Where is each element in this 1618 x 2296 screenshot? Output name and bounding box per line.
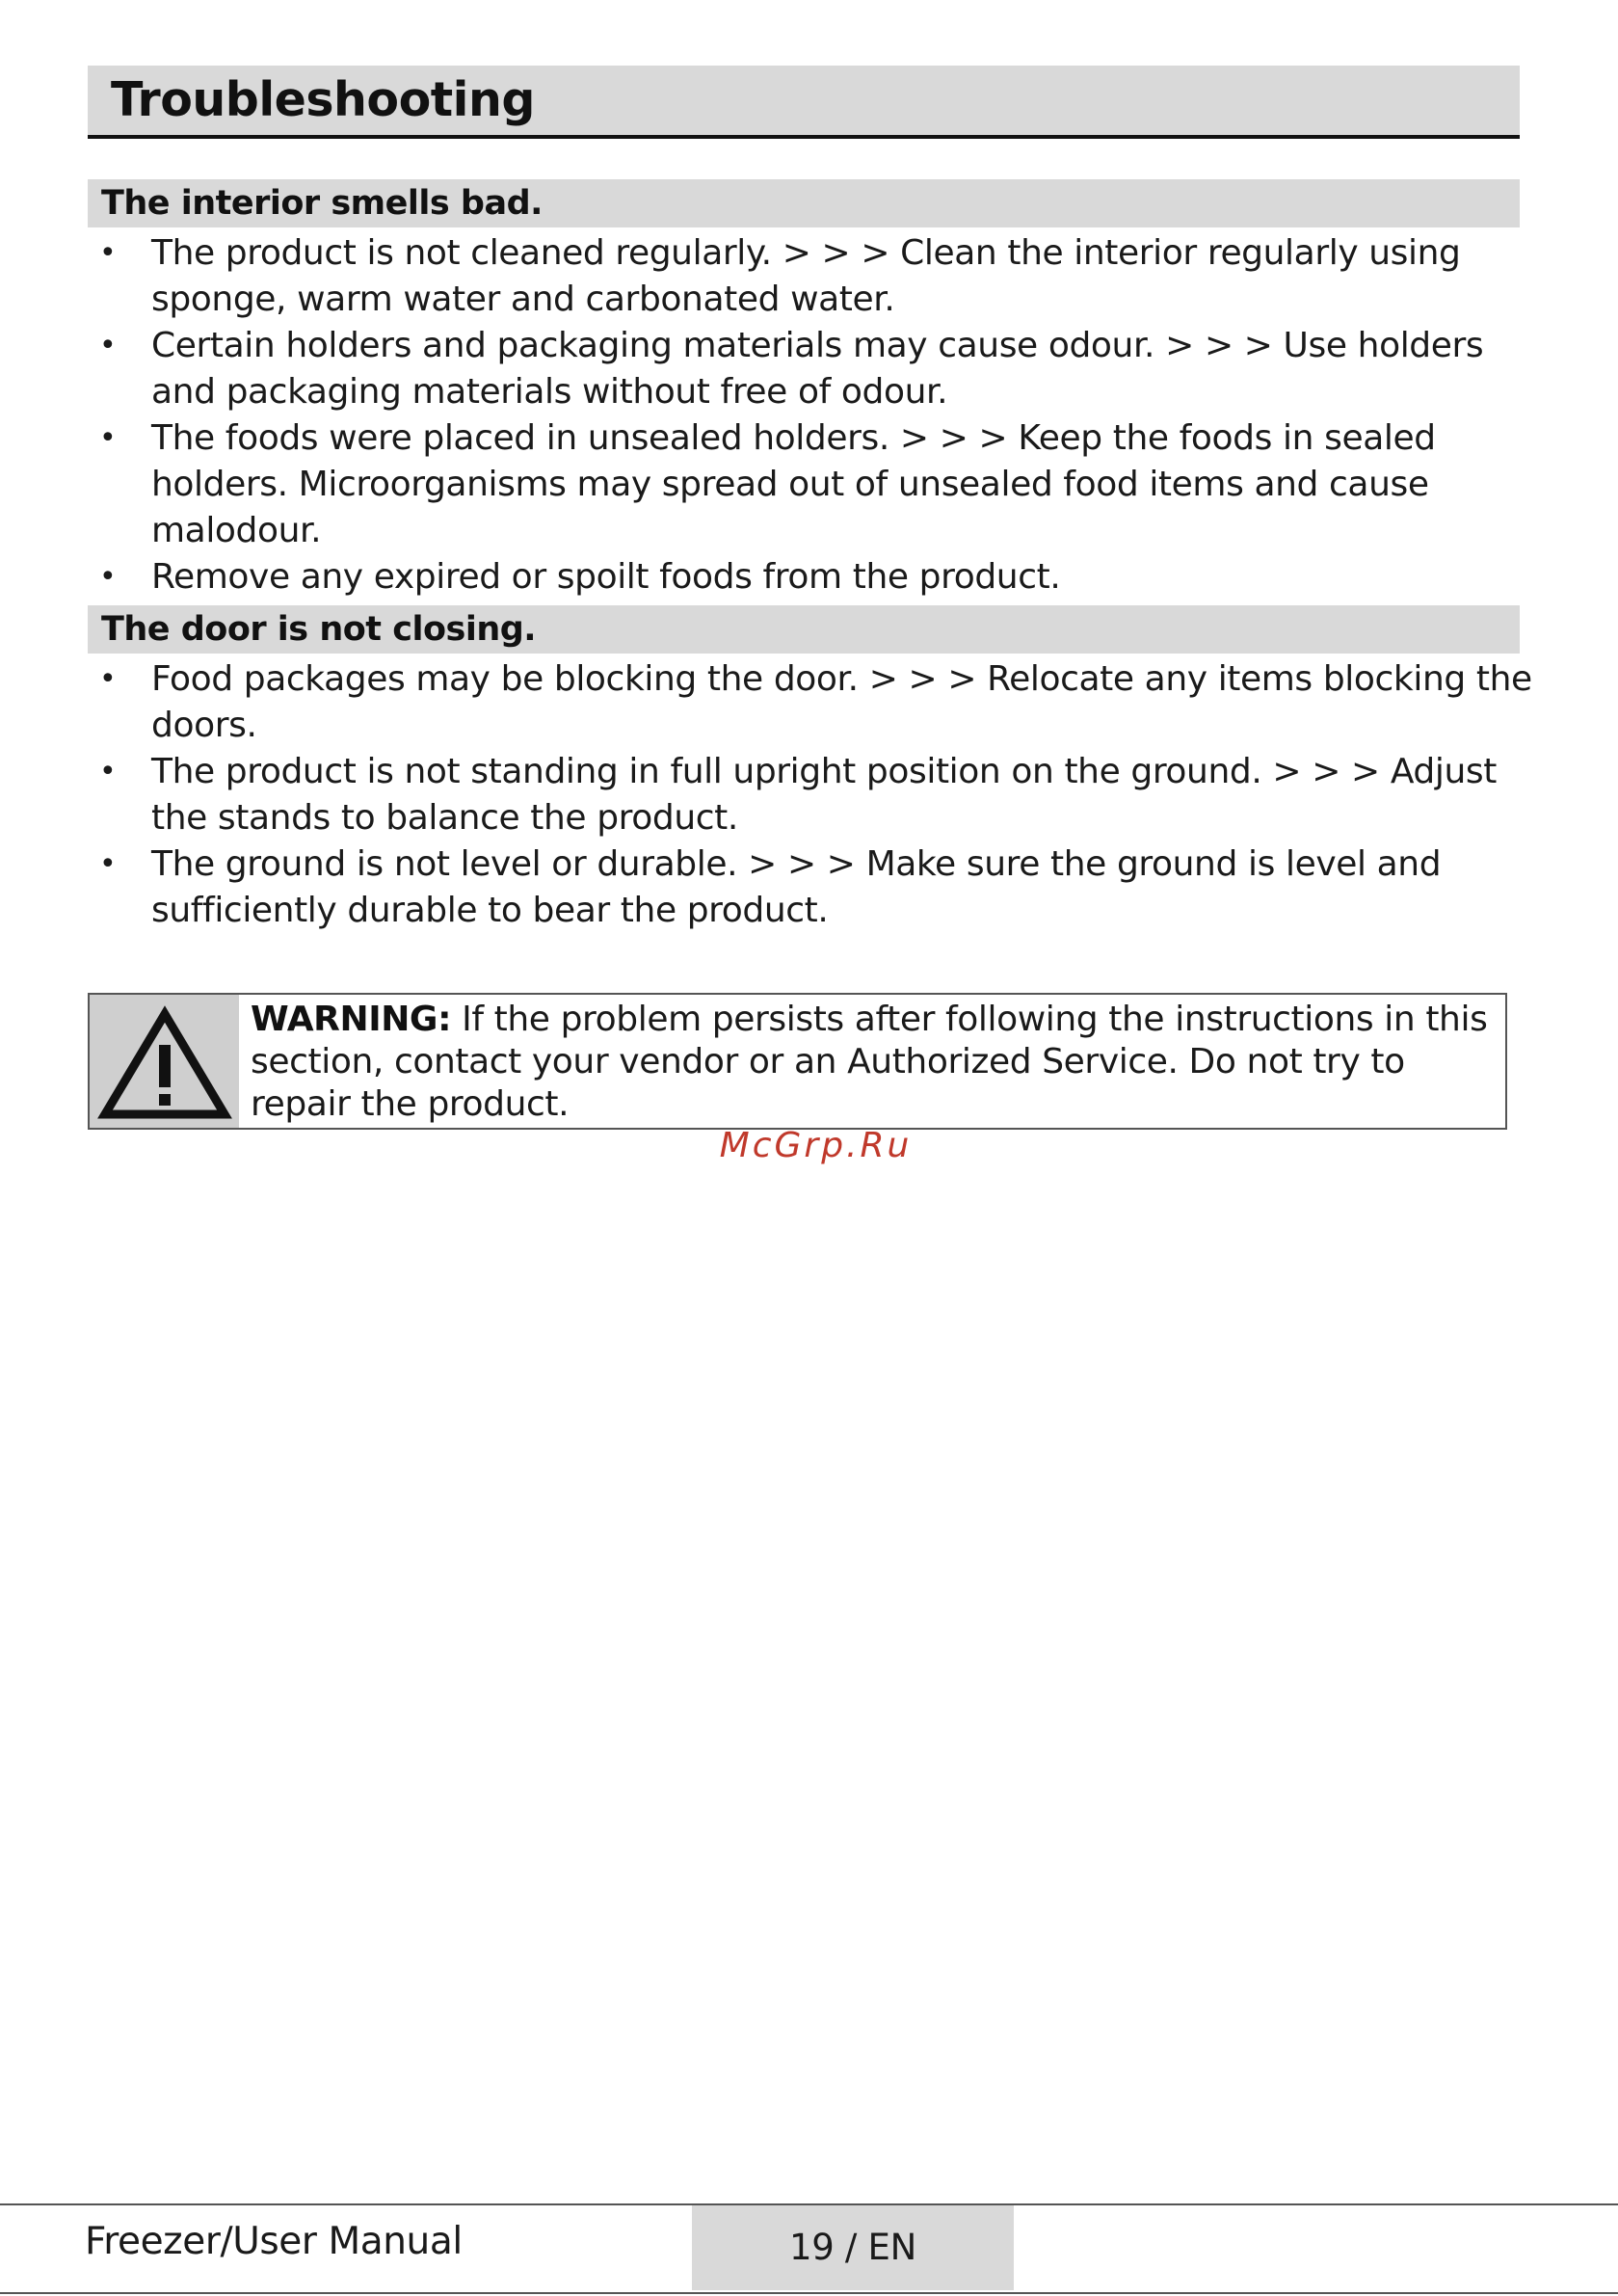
warning-body: If the problem persists after following the instructions in this section, contact your vendor or an Authorized Service. Do not try to repair the product. [251,1000,1488,1124]
warning-text [251,999,1503,1126]
list-item-text: Remove any expired or spoilt foods from the product. [151,557,1061,597]
list-item [88,749,1533,841]
watermark: McGrp.Ru [719,1126,913,1165]
bullet-icon: • [99,662,117,696]
list-item-text: The ground is not level or durable. > > > Make sure the ground is level and sufficiently durable to bear the product. [151,844,1442,930]
footer-manual-title: Freezer/User Manual [85,2220,463,2263]
warning-triangle-icon [97,1004,232,1120]
list-item [88,656,1533,749]
section-list-door-not-closing [88,656,1533,934]
page-title: Troubleshooting [111,72,535,127]
section-heading-door-not-closing: The door is not closing. [88,605,1520,654]
list-item [88,554,1533,601]
list-item [88,230,1533,323]
section-heading-interior-smells: The interior smells bad. [88,179,1520,227]
list-item-text: The product is not standing in full upright position on the ground. > > > Adjust the stands to balance the product. [151,752,1497,838]
list-item [88,415,1533,554]
list-item [88,323,1533,415]
page-header [88,66,1520,139]
warning-icon-cell [90,995,239,1128]
warning-label: WARNING: [251,1000,452,1039]
list-item-text: The foods were placed in unsealed holders. > > > Keep the foods in sealed holders. Microorganisms may spread out of unsealed food items and cause malodour. [151,418,1436,550]
warning-box [88,993,1507,1130]
bullet-icon: • [99,560,117,594]
bullet-icon: • [99,421,117,455]
list-item-text: Food packages may be blocking the door. > > > Relocate any items blocking the doors. [151,659,1532,745]
bullet-icon: • [99,755,117,788]
bullet-icon: • [99,329,117,362]
list-item-text: The product is not cleaned regularly. > > > Clean the interior regularly using sponge, warm water and carbonated water. [151,233,1461,319]
footer-bottom-divider [0,2292,1618,2294]
list-item-text: Certain holders and packaging materials may cause odour. > > > Use holders and packaging materials without free of odour. [151,326,1484,412]
section-list-interior-smells [88,230,1533,601]
list-item [88,841,1533,934]
bullet-icon: • [99,236,117,270]
page-number: 19 / EN [692,2205,1014,2290]
bullet-icon: • [99,847,117,881]
